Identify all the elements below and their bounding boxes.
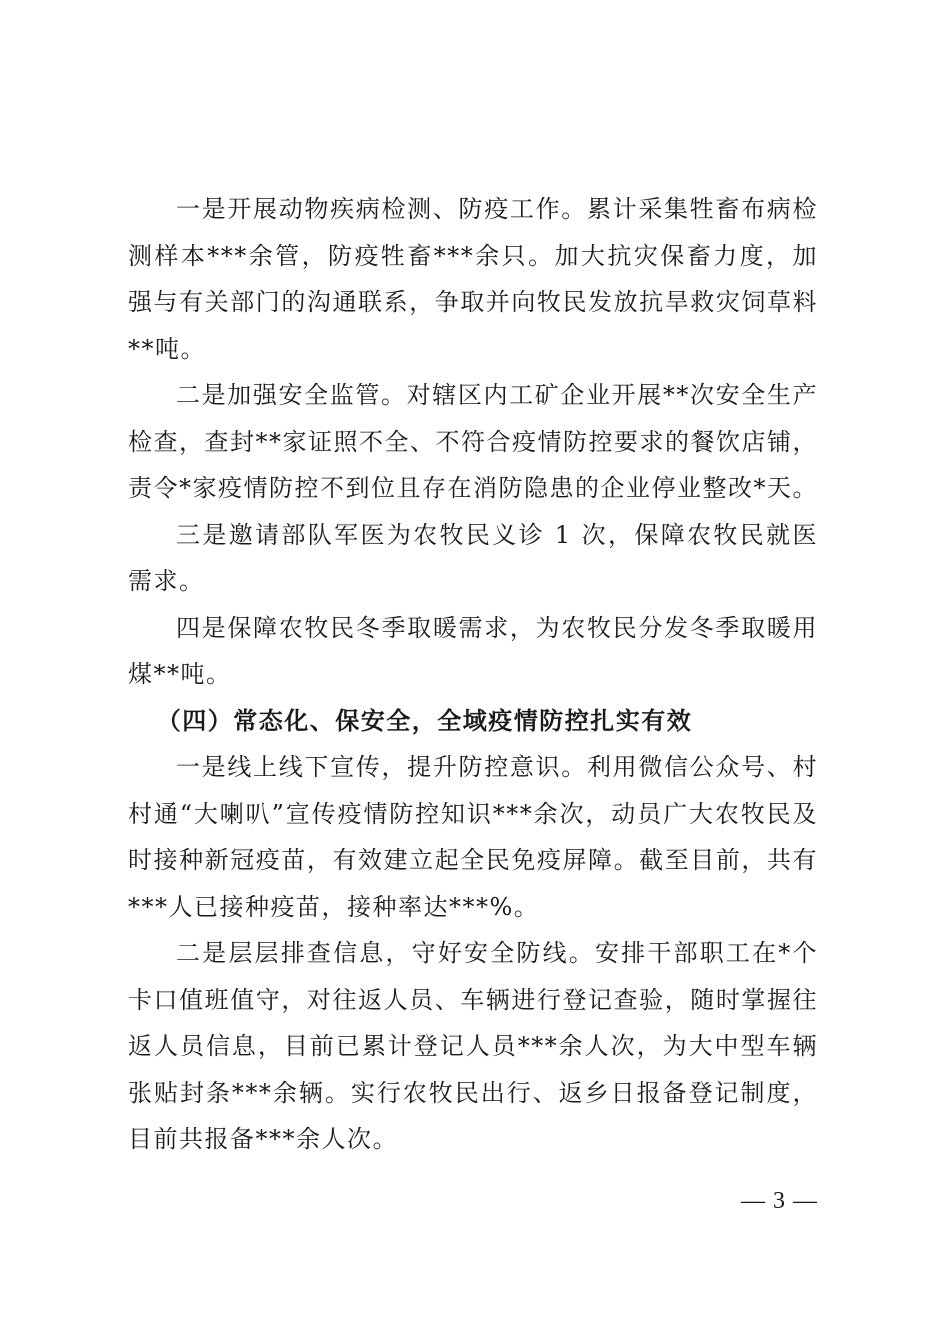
paragraph-free-clinic: 三是邀请部队军医为农牧民义诊 1 次，保障农牧民就医需求。 [128, 520, 818, 595]
document-body [128, 186, 818, 1163]
paragraph-animal-disease: 一是开展动物疾病检测、防疫工作。累计采集牲畜布病检测样本***余管，防疫牲畜***余只。加大抗灾保畜力度，加强与有关部门的沟通联系，争取并向牧民发放抗旱救灾饲草料**吨。 [128, 195, 818, 363]
paragraph-publicity: 一是线上线下宣传，提升防控意识。利用微信公众号、村村通“大喇叭”宣传疫情防控知识***余次，动员广大农牧民及时接种新冠疫苗，有效建立起全民免疫屏障。截至目前，共有***人已接种疫苗，接种率达***%。 [128, 753, 818, 921]
paragraph-screening: 二是层层排查信息，守好安全防线。安排干部职工在*个卡口值班值守，对往返人员、车辆进行登记查验，随时掌握往返人员信息，目前已累计登记人员***余人次，为大中型车辆张贴封条***余辆。实行农牧民出行、返乡日报备登记制度，目前共报备***余人次。 [128, 939, 818, 1153]
paragraph-safety-supervision: 二是加强安全监管。对辖区内工矿企业开展**次安全生产检查，查封**家证照不全、不符合疫情防控要求的餐饮店铺，责令*家疫情防控不到位且存在消防隐患的企业停业整改*天。 [128, 381, 818, 502]
page-number: — 3 — [741, 1188, 818, 1214]
paragraph-winter-heating: 四是保障农牧民冬季取暖需求，为农牧民分发冬季取暖用煤**吨。 [128, 613, 818, 688]
section-heading-four: （四）常态化、保安全，全域疫情防控扎实有效 [156, 705, 693, 735]
